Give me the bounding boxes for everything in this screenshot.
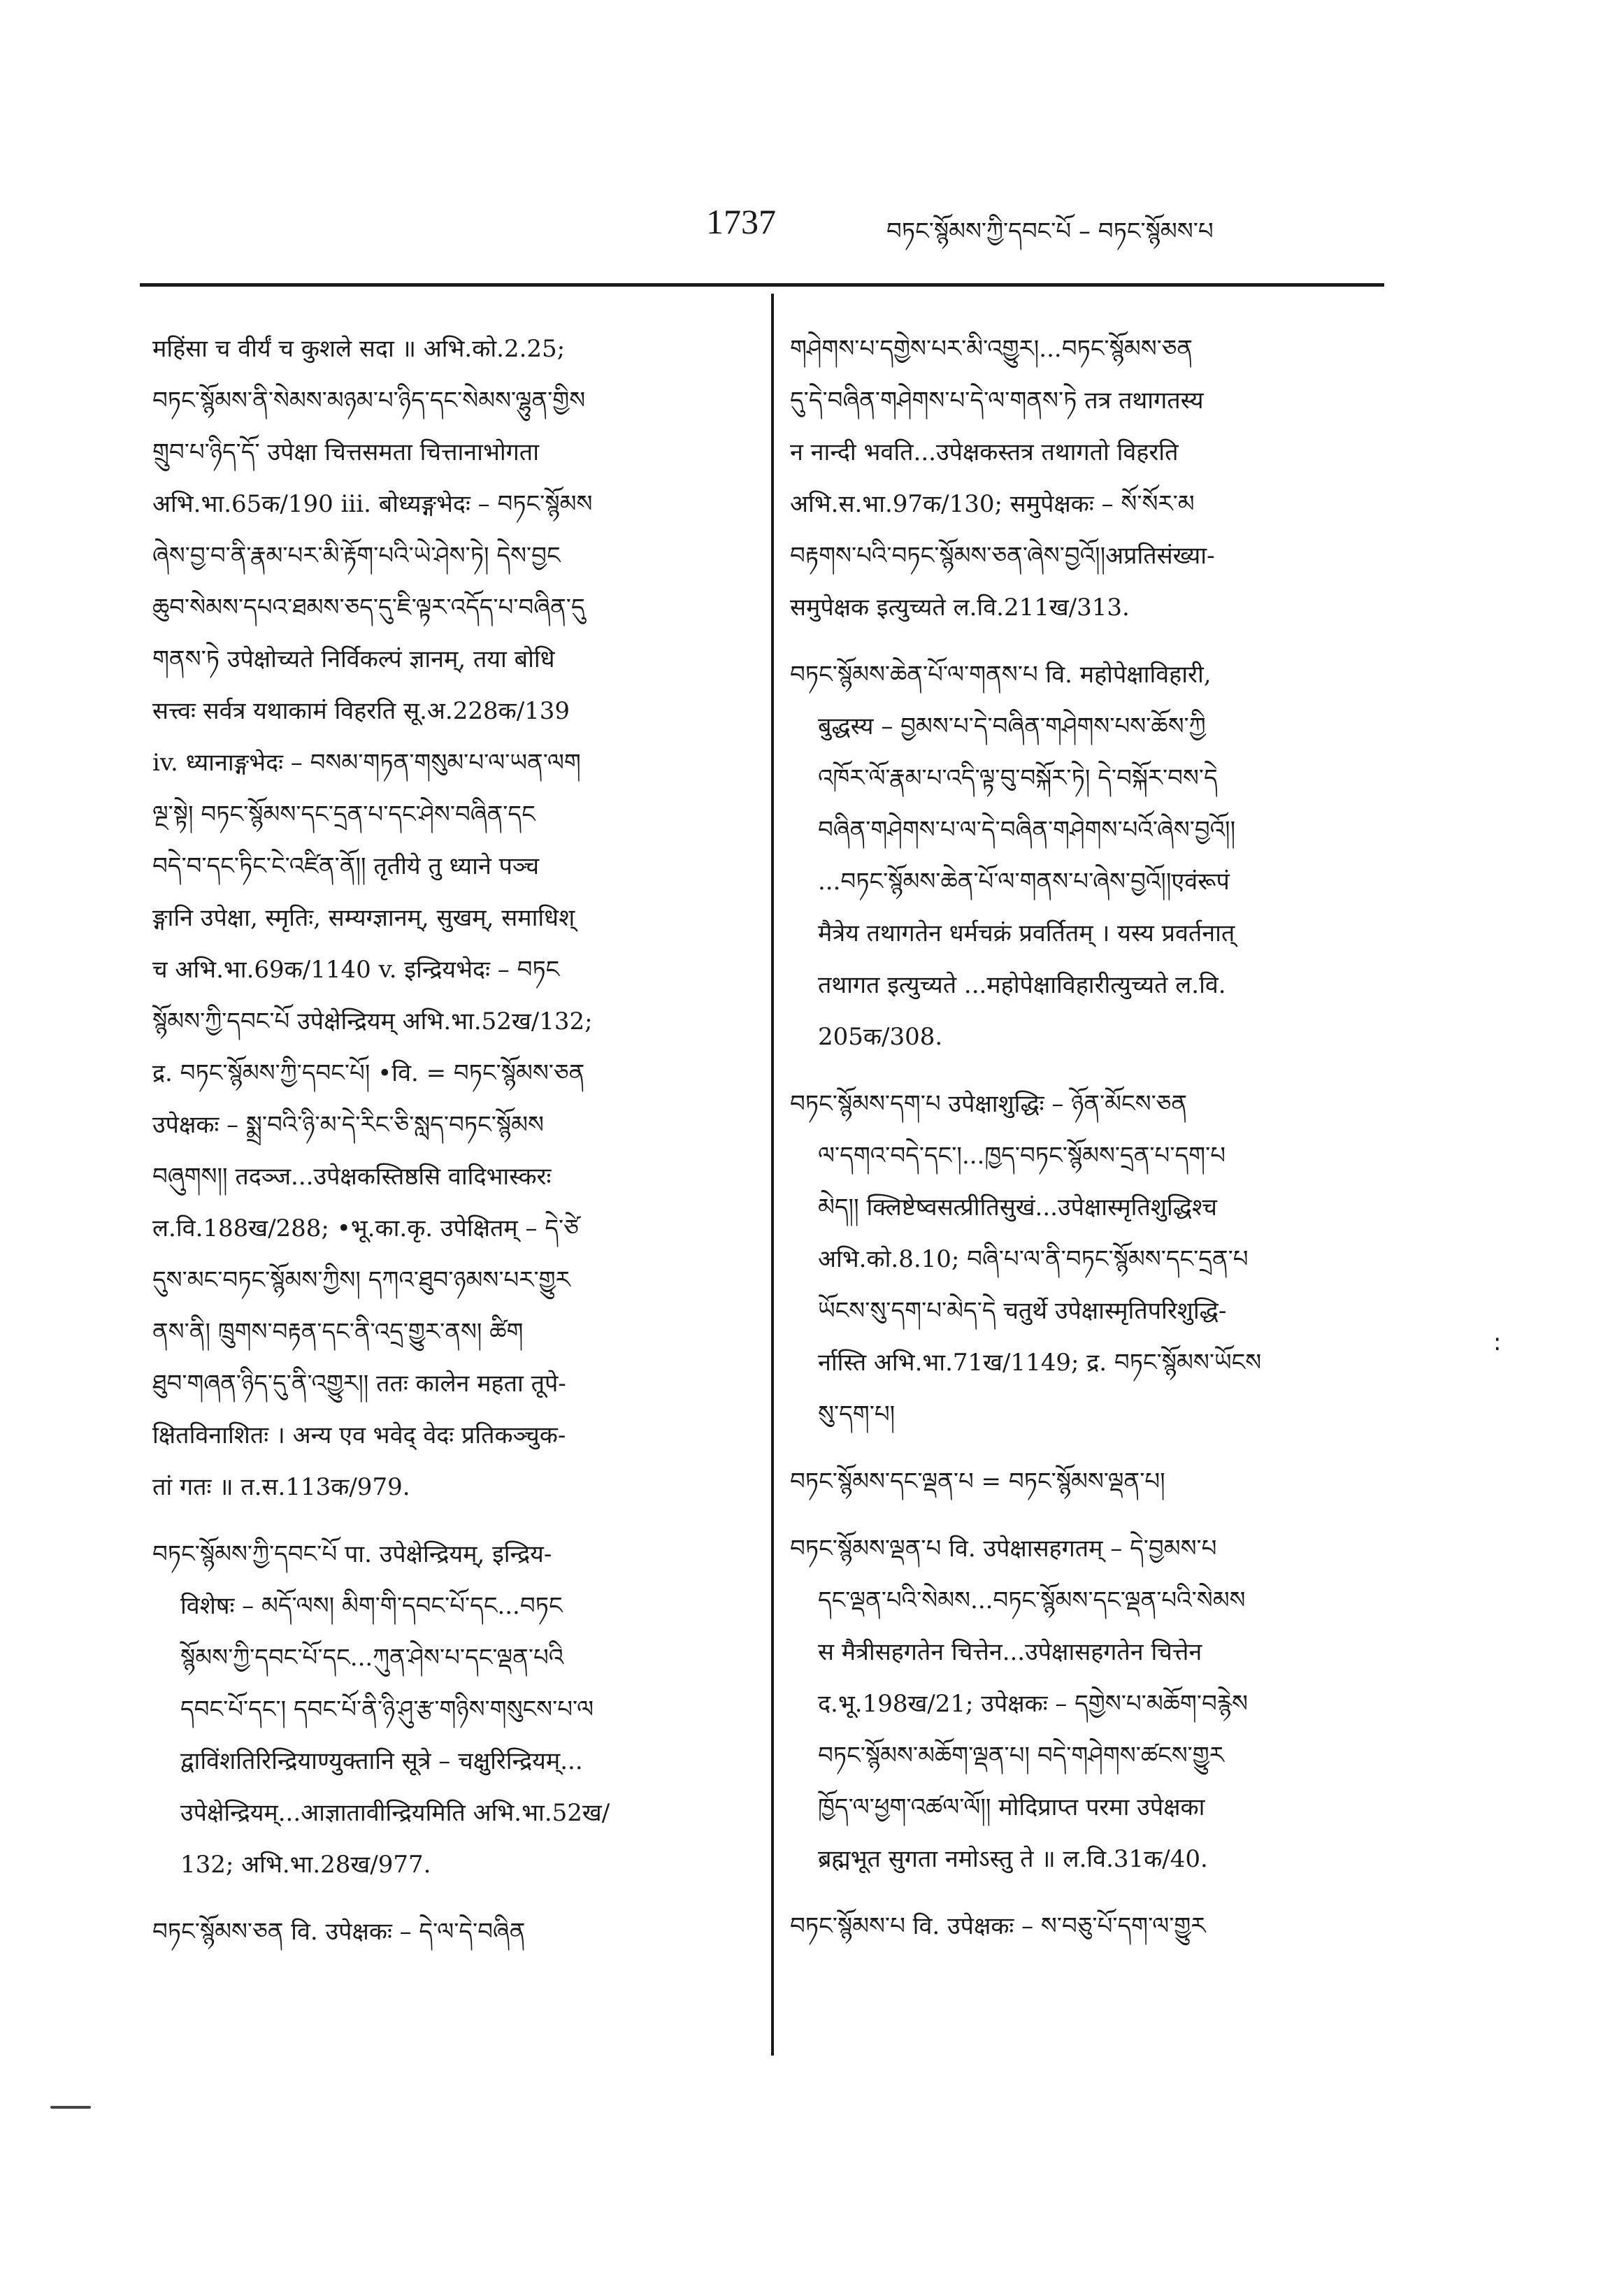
entry-line: द्र. བཏང་སྙོམས་ཀྱི་དབང་པོ། •वि. = བཏང་སྙོམས་ཅན: [152, 1059, 585, 1087]
entry-line: द.भू.198ख/21; उपेक्षकः – དགྱེས་པ་མཆོག་བརྙེས: [818, 1690, 1248, 1718]
entry-line: གནས་ཏེ उपेक्षोच्यते निर्विकल्पं ज्ञानम्, तया बोधि: [152, 645, 555, 673]
entry-headword-line: བཏང་སྙོམས་པ वि. उपेक्षकः – ས་བཅུ་པོ་དག་ལ་གྱུར: [790, 1912, 1206, 1940]
entry-line: अभि.स.भा.97क/130; समुपेक्षकः – སོ་སོར་མ: [790, 490, 1195, 518]
entry-line: द्वाविंशतिरिन्द्रियाण्युक्तानि सूत्रे – चक्षुरिन्द्रियम्...: [180, 1747, 583, 1775]
entry-line: ལ་དགའ་བདེ་དང་།...ཁྱད་བཏང་སྙོམས་དྲན་པ་དག་པ: [818, 1142, 1226, 1170]
entry-line: मैत्रेय तथागतेन धर्मचक्रं प्रवर्तितम् । यस्य प्रवर्तनात्: [818, 919, 1235, 947]
entry-line: बुद्धस्य – བྱམས་པ་དེ་བཞིན་གཤེགས་པས་ཆོས་ཀྱི: [818, 712, 1206, 740]
entry-line: ནས་ནི། ཁྲུགས་བརྟན་དང་ནི་འདྲ་གྱུར་ནས། ཚིག: [152, 1318, 524, 1346]
entry-line: च अभि.भा.69क/1140 v. इन्द्रियभेदः – བཏང: [152, 956, 560, 984]
entry-line: स मैत्रीसहगतेन चित्तेन...उपेक्षासहगतेन चित्तेन: [818, 1638, 1202, 1666]
entry-line: སྙོམས་ཀྱི་དབང་པོ उपेक्षेन्द्रियम् अभि.भा.52ख/132;: [152, 1008, 593, 1035]
entry-line: ཐུབ་གཞན་ཉིད་དུ་ནི་འགྱུར།། ततः कालेन महता तूपे-: [152, 1370, 566, 1398]
entry-line: ཆུབ་སེམས་དཔའ་ཐམས་ཅད་དུ་ཇི་ལྟར་འདོད་པ་བཞིན་དུ: [152, 594, 585, 622]
entry-line: སྙོམས་ཀྱི་དབང་པོ་དང...ཀུན་ཤེས་པ་དང་ལྡན་པའི: [180, 1644, 564, 1672]
entry-headword-line: བཏང་སྙོམས་དག་པ उपेक्षाशुद्धिः – ཉོན་མོངས་ཅན: [790, 1090, 1188, 1118]
entry-line: 205क/308.: [818, 1023, 943, 1051]
entry-line: དང་ལྡན་པའི་སེམས...བཏང་སྙོམས་དང་ལྡན་པའི་སེམས: [818, 1586, 1246, 1614]
entry-line: महिंसा च वीर्यं च कुशले सदा ॥ अभि.को.2.25;: [152, 335, 566, 363]
entry-line: उपेक्षेन्द्रियम्...आज्ञातावीन्द्रियमिति अभि.भा.52ख/: [180, 1799, 610, 1827]
right-column: [790, 323, 1405, 1952]
column-divider: [771, 294, 774, 2056]
entry-line: གཤེགས་པ་དགྱེས་པར་མི་འགྱུར།...བཏང་སྙོམས་ཅན: [790, 335, 1193, 363]
entry-line: མེད།། क्लिष्टेष्वसत्प्रीतिसुखं...उपेक्षास्मृतिशुद्धिश्च: [818, 1193, 1217, 1221]
entry-headword-line: བཏང་སྙོམས་ཆེན་པོ་ལ་གནས་པ वि. महोपेक्षाविहारी,: [790, 661, 1212, 689]
entry-line: ङ्गानि उपेक्षा, स्मृतिः, सम्यग्ज्ञानम्, सुखम्, समाधिश्: [152, 904, 575, 932]
entry-line: ཁྱོད་ལ་ཕྱག་འཚལ་ལོ།། मोदिप्राप्त परमा उपेक्षका: [818, 1793, 1205, 1821]
entry-line: བཏང་སྙོམས་མཆོག་ལྡན་པ། བདེ་གཤེགས་ཚངས་གྱུར: [818, 1742, 1224, 1770]
entry-line: དབང་པོ་དང་། དབང་པོ་ནི་ཉི་ཤུ་རྩ་གཉིས་གསུངས་པ་ལ: [180, 1695, 594, 1723]
entry-line: ...བཏང་སྙོམས་ཆེན་པོ་ལ་གནས་པ་ཞེས་བྱའོ།།एवंरूपं: [818, 868, 1230, 896]
entry-headword-line: བཏང་སྙོམས་ཀྱི་དབང་པོ पा. उपेक्षेन्द्रियम्, इन्द्रिय-: [152, 1540, 552, 1568]
entry-line: विशेषः – མདོ་ལས། མིག་གི་དབང་པོ་དང...བཏང: [180, 1592, 563, 1620]
entry-line: तां गतः ॥ त.स.113क/979.: [152, 1473, 410, 1501]
entry-headword-line: བཏང་སྙོམས་དང་ལྡན་པ = བཏང་སྙོམས་ལྡན་པ།: [790, 1468, 1165, 1496]
entry-line: क्षितविनाशितः । अन्य एव भवेद् वेदः प्रतिकञ्चुक-: [152, 1421, 566, 1449]
entry-line: འཁོར་ལོ་རྣམ་པ་འདི་ལྟ་བུ་བསྐོར་ཏེ། དེ་བསྐོར་བས་དེ: [818, 764, 1218, 792]
entry-line: བརྟགས་པའི་བཏང་སྙོམས་ཅན་ཞེས་བྱའོ།།अप्रतिसंख्या-: [790, 542, 1215, 570]
entry-headword-line: བཏང་སྙོམས་ཅན वि. उपेक्षकः – དེ་ལ་དེ་བཞིན: [152, 1918, 526, 1946]
entry-line: དུ་དེ་བཞིན་གཤེགས་པ་དེ་ལ་གནས་ཏེ तत्र तथागतस्य: [790, 387, 1204, 415]
entry-line: ब्रह्मभूत सुगता नमोऽस्तु ते ॥ ल.वि.31क/40.: [818, 1845, 1208, 1873]
entry-line: र्नास्ति अभि.भा.71ख/1149; द्र. བཏང་སྙོམས་ཡོངས: [818, 1349, 1262, 1377]
entry-line: ཡོངས་སུ་དག་པ་མེད་དེ चतुर्थे उपेक्षास्मृतिपरिशुद्धि-: [818, 1297, 1227, 1325]
scan-smudge: [50, 2106, 91, 2109]
entry-line: སུ་དག་པ།: [818, 1400, 896, 1428]
entry-line: न नान्दी भवति...उपेक्षकस्तत्र तथागतो विहरति: [790, 438, 1179, 466]
entry-line: तथागत इत्युच्यते ...महोपेक्षाविहारीत्युच्यते ल.वि.: [818, 971, 1226, 999]
entry-line: अभि.भा.65क/190 iii. बोध्यङ्गभेदः – བཏང་སྙོམས: [152, 490, 593, 518]
entry-line: समुपेक्षक इत्युच्यते ल.वि.211ख/313.: [790, 594, 1130, 622]
entry-line: བདེ་བ་དང་ཏིང་ངེ་འཛིན་ནོ།། तृतीये तु ध्याने पञ्च: [152, 852, 540, 880]
entry-line: དུས་མང་བཏང་སྙོམས་ཀྱིས། དཀའ་ཐུབ་ཉམས་པར་གྱུར: [152, 1266, 570, 1294]
top-rule: [140, 283, 1384, 287]
entry-headword-line: བཏང་སྙོམས་ལྡན་པ वि. उपेक्षासहगतम् – དེ་བྱམས་པ: [790, 1535, 1217, 1563]
entry-line: अभि.को.8.10; བཞི་པ་ལ་ནི་བཏང་སྙོམས་དང་དྲན་པ: [818, 1245, 1249, 1273]
entry-line: सत्त्वः सर्वत्र यथाकामं विहरति सू.अ.228क/139: [152, 697, 570, 725]
entry-line: བཏང་སྙོམས་ནི་སེམས་མཉམ་པ་ཉིད་དང་སེམས་ལྷུན་གྱིས: [152, 387, 586, 415]
entry-line: ल.वि.188ख/288; •भू.का.कृ. उपेक्षितम् – དེ་ཙེ: [152, 1214, 579, 1242]
entry-line: iv. ध्यानाङ्गभेदः – བསམ་གཏན་གསུམ་པ་ལ་ཡན་ལག: [152, 749, 581, 777]
page-number: 1737: [706, 202, 776, 241]
entry-line: उपेक्षकः – སྨྲ་བའི་ཉི་མ་དེ་རིང་ཅི་སླད་བཏང་སྙོམས: [152, 1111, 544, 1139]
entry-line: བཞུགས།། तदञ्ज...उपेक्षकस्तिष्ठसि वादिभास्करः: [152, 1163, 552, 1191]
entry-line: ཞེས་བྱ་བ་ནི་རྣམ་པར་མི་རྟོག་པའི་ཡེ་ཤེས་ཏེ། དེས་བྱང: [152, 542, 561, 570]
entry-line: 132; अभि.भा.28ख/977.: [180, 1851, 431, 1879]
entry-line: ལྔ་སྟེ། བཏང་སྙོམས་དང་དྲན་པ་དང་ཤེས་བཞིན་དང: [152, 801, 536, 829]
entry-line: བཞིན་གཤེགས་པ་ལ་དེ་བཞིན་གཤེགས་པའོ་ཞེས་བྱའོ།།: [818, 816, 1236, 844]
margin-mark: :: [1493, 1328, 1502, 1356]
left-column: [152, 323, 754, 1958]
running-head: བཏང་སྙོམས་ཀྱི་དབང་པོ – བཏང་སྙོམས་པ: [886, 217, 1214, 245]
entry-line: གྲུབ་པ་ཉིད་དོ་ उपेक्षा चित्तसमता चित्तानाभोगता: [152, 438, 539, 466]
